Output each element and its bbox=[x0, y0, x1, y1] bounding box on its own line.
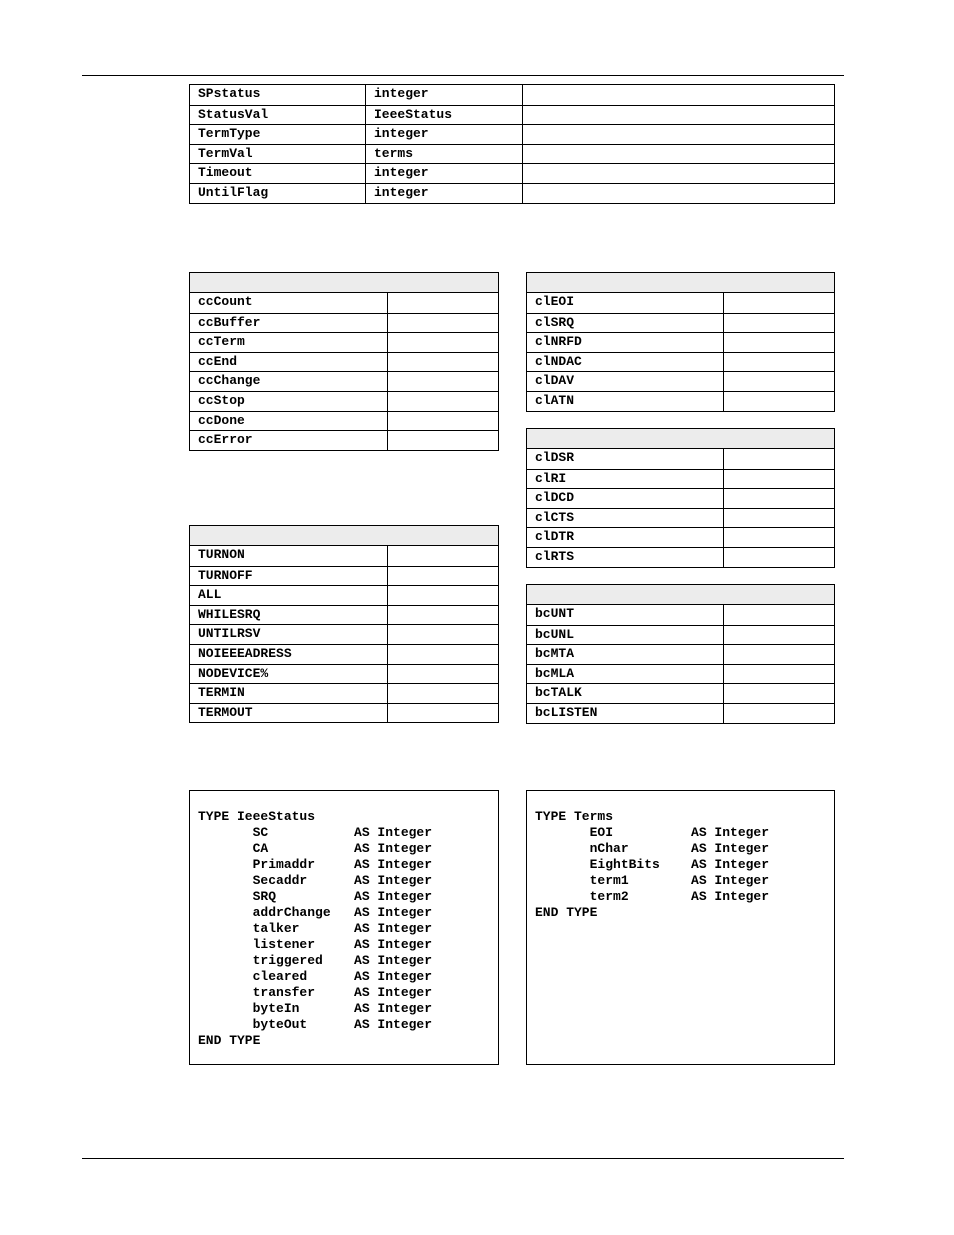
constant-value bbox=[723, 665, 834, 684]
constant-value bbox=[387, 684, 498, 703]
code-line: CA AS Integer bbox=[198, 841, 433, 856]
table-row bbox=[190, 683, 498, 703]
constant-name: bcTALK bbox=[535, 685, 582, 701]
constant-name: ccEnd bbox=[198, 353, 238, 369]
table-row bbox=[190, 163, 834, 183]
table-cell: integer bbox=[365, 125, 522, 144]
code-line: byteOut AS Integer bbox=[198, 1017, 433, 1032]
table-body bbox=[527, 605, 834, 723]
footer-rule bbox=[82, 1158, 844, 1159]
constant-name: ccTerm bbox=[198, 334, 245, 350]
constant-name: ccChange bbox=[198, 373, 261, 389]
constant-name: clDSR bbox=[535, 450, 575, 465]
table-cell: TermVal bbox=[198, 145, 253, 161]
constant-value bbox=[723, 509, 834, 528]
constant-value bbox=[387, 665, 498, 684]
table-cell bbox=[522, 85, 834, 105]
constant-value bbox=[723, 293, 834, 313]
table-body bbox=[527, 293, 834, 411]
table-row bbox=[190, 546, 498, 566]
table-cell: integer bbox=[365, 184, 522, 203]
constant-value bbox=[723, 392, 834, 411]
code-line: Secaddr AS Integer bbox=[198, 873, 433, 888]
table-row bbox=[527, 371, 834, 391]
table-row bbox=[190, 144, 834, 164]
constant-value bbox=[387, 314, 498, 333]
code-line: END TYPE bbox=[198, 1033, 261, 1048]
table-body bbox=[190, 293, 498, 450]
constant-name: clCTS bbox=[535, 509, 575, 525]
code-line: TYPE IeeeStatus bbox=[198, 809, 316, 824]
code-line: byteIn AS Integer bbox=[198, 1001, 433, 1016]
constant-value bbox=[723, 626, 834, 645]
constant-value bbox=[723, 605, 834, 625]
table-header bbox=[190, 526, 498, 546]
constant-name: bcUNT bbox=[535, 606, 575, 621]
table-cell: UntilFlag bbox=[198, 184, 269, 200]
table-row bbox=[190, 585, 498, 605]
code-line: EOI AS Integer bbox=[535, 825, 770, 840]
constant-name: clDAV bbox=[535, 373, 575, 389]
cc-constants-table bbox=[189, 272, 499, 451]
table-row bbox=[527, 469, 834, 489]
constant-name: NODEVICE% bbox=[198, 665, 269, 681]
code-line: talker AS Integer bbox=[198, 921, 433, 936]
constant-value bbox=[723, 372, 834, 391]
table-row bbox=[527, 488, 834, 508]
table-header bbox=[190, 273, 498, 293]
constant-value bbox=[723, 314, 834, 333]
table-row bbox=[527, 352, 834, 372]
constant-name: ccBuffer bbox=[198, 314, 261, 330]
table-row bbox=[190, 352, 498, 372]
table-cell: Timeout bbox=[198, 165, 253, 181]
variable-type-table bbox=[189, 84, 835, 204]
table-row bbox=[527, 527, 834, 547]
table-row bbox=[190, 605, 498, 625]
table-row bbox=[190, 332, 498, 352]
constant-value bbox=[387, 412, 498, 431]
table-cell: SPstatus bbox=[198, 86, 261, 101]
constant-value bbox=[387, 372, 498, 391]
table-row bbox=[190, 664, 498, 684]
table-row bbox=[190, 105, 834, 125]
cl-constants-table bbox=[526, 272, 835, 412]
table-row bbox=[190, 644, 498, 664]
code-line: SRQ AS Integer bbox=[198, 889, 433, 904]
code-line: TYPE Terms bbox=[535, 809, 614, 824]
table-cell: StatusVal bbox=[198, 106, 269, 122]
table-cell bbox=[522, 106, 834, 125]
code-line: cleared AS Integer bbox=[198, 969, 433, 984]
code-line: term1 AS Integer bbox=[535, 873, 770, 888]
code-line: SC AS Integer bbox=[198, 825, 433, 840]
constant-name: clEOI bbox=[535, 294, 575, 309]
constant-value bbox=[387, 704, 498, 723]
table-cell: terms bbox=[365, 145, 522, 164]
code-line: listener AS Integer bbox=[198, 937, 433, 952]
constant-value bbox=[723, 645, 834, 664]
table-row bbox=[190, 411, 498, 431]
table-row bbox=[527, 332, 834, 352]
table-header bbox=[527, 429, 834, 449]
constant-name: ccError bbox=[198, 432, 253, 448]
constant-name: clRTS bbox=[535, 548, 575, 564]
table-cell: TermType bbox=[198, 126, 261, 142]
table-row bbox=[527, 664, 834, 684]
table-row bbox=[527, 449, 834, 469]
code-line: EightBits AS Integer bbox=[535, 857, 770, 872]
constant-name: ccCount bbox=[198, 294, 253, 309]
table-cell bbox=[522, 164, 834, 183]
constant-name: bcMTA bbox=[535, 646, 575, 662]
constant-name: clNDAC bbox=[535, 353, 582, 369]
constant-name: TERMIN bbox=[198, 685, 245, 701]
table-row bbox=[190, 183, 834, 203]
code-line: triggered AS Integer bbox=[198, 953, 433, 968]
constant-value bbox=[723, 704, 834, 723]
table-cell bbox=[522, 184, 834, 203]
ieee-status-type-definition bbox=[189, 790, 499, 1065]
constant-name: TURNON bbox=[198, 547, 245, 562]
constant-name: TURNOFF bbox=[198, 567, 253, 583]
table-cell bbox=[522, 125, 834, 144]
table-body bbox=[190, 546, 498, 722]
constant-value bbox=[387, 606, 498, 625]
constant-name: bcUNL bbox=[535, 626, 575, 642]
constant-name: UNTILRSV bbox=[198, 626, 261, 642]
constant-value bbox=[387, 567, 498, 586]
code-line: nChar AS Integer bbox=[535, 841, 770, 856]
constant-name: bcLISTEN bbox=[535, 704, 598, 720]
constant-name: clSRQ bbox=[535, 314, 575, 330]
table-row bbox=[190, 624, 498, 644]
table-row bbox=[190, 371, 498, 391]
constant-value bbox=[723, 528, 834, 547]
table-row bbox=[190, 703, 498, 723]
table-header bbox=[527, 273, 834, 293]
constant-name: WHILESRQ bbox=[198, 606, 261, 622]
constant-name: clDTR bbox=[535, 529, 575, 545]
table-row bbox=[527, 605, 834, 625]
constant-value bbox=[387, 546, 498, 566]
header-rule bbox=[82, 75, 844, 76]
table-row bbox=[527, 293, 834, 313]
constant-value bbox=[723, 470, 834, 489]
code-line: addrChange AS Integer bbox=[198, 905, 433, 920]
table-row bbox=[527, 703, 834, 723]
constant-value bbox=[387, 586, 498, 605]
code-line: END TYPE bbox=[535, 905, 598, 920]
table-row bbox=[527, 547, 834, 567]
bc-constants-table bbox=[526, 584, 835, 724]
table-row bbox=[190, 430, 498, 450]
constant-value bbox=[387, 333, 498, 352]
constant-name: clDCD bbox=[535, 490, 575, 506]
constant-name: NOIEEEADRESS bbox=[198, 645, 292, 661]
constant-value bbox=[387, 293, 498, 313]
table-cell bbox=[522, 145, 834, 164]
constant-value bbox=[387, 431, 498, 450]
table-row bbox=[190, 313, 498, 333]
table-row bbox=[527, 625, 834, 645]
table-header bbox=[527, 585, 834, 605]
constant-value bbox=[723, 333, 834, 352]
cl-serial-constants-table bbox=[526, 428, 835, 568]
constant-value bbox=[723, 353, 834, 372]
constant-value bbox=[723, 449, 834, 469]
turn-constants-table bbox=[189, 525, 499, 723]
constant-value bbox=[387, 353, 498, 372]
table-row bbox=[527, 644, 834, 664]
constant-value bbox=[387, 645, 498, 664]
table-row bbox=[190, 391, 498, 411]
table-row bbox=[190, 85, 834, 105]
table-row bbox=[527, 313, 834, 333]
table-row bbox=[190, 124, 834, 144]
table-cell: integer bbox=[365, 164, 522, 183]
constant-value bbox=[387, 392, 498, 411]
terms-type-definition bbox=[526, 790, 835, 1065]
code-line: term2 AS Integer bbox=[535, 889, 770, 904]
table-cell: integer bbox=[365, 85, 522, 105]
constant-name: clRI bbox=[535, 470, 567, 486]
table-row bbox=[190, 293, 498, 313]
code-line: Primaddr AS Integer bbox=[198, 857, 433, 872]
code-line: transfer AS Integer bbox=[198, 985, 433, 1000]
table-cell: IeeeStatus bbox=[365, 106, 522, 125]
constant-name: ALL bbox=[198, 587, 222, 603]
constant-name: TERMOUT bbox=[198, 704, 253, 720]
constant-name: bcMLA bbox=[535, 665, 575, 681]
table-body bbox=[527, 449, 834, 567]
table-row bbox=[527, 683, 834, 703]
constant-value bbox=[723, 684, 834, 703]
constant-name: ccStop bbox=[198, 392, 245, 408]
constant-name: clNRFD bbox=[535, 334, 582, 350]
constant-value bbox=[387, 625, 498, 644]
table-row bbox=[527, 391, 834, 411]
table-row bbox=[190, 566, 498, 586]
constant-value bbox=[723, 548, 834, 567]
table-row bbox=[527, 508, 834, 528]
constant-value bbox=[723, 489, 834, 508]
constant-name: clATN bbox=[535, 392, 575, 408]
constant-name: ccDone bbox=[198, 412, 245, 428]
